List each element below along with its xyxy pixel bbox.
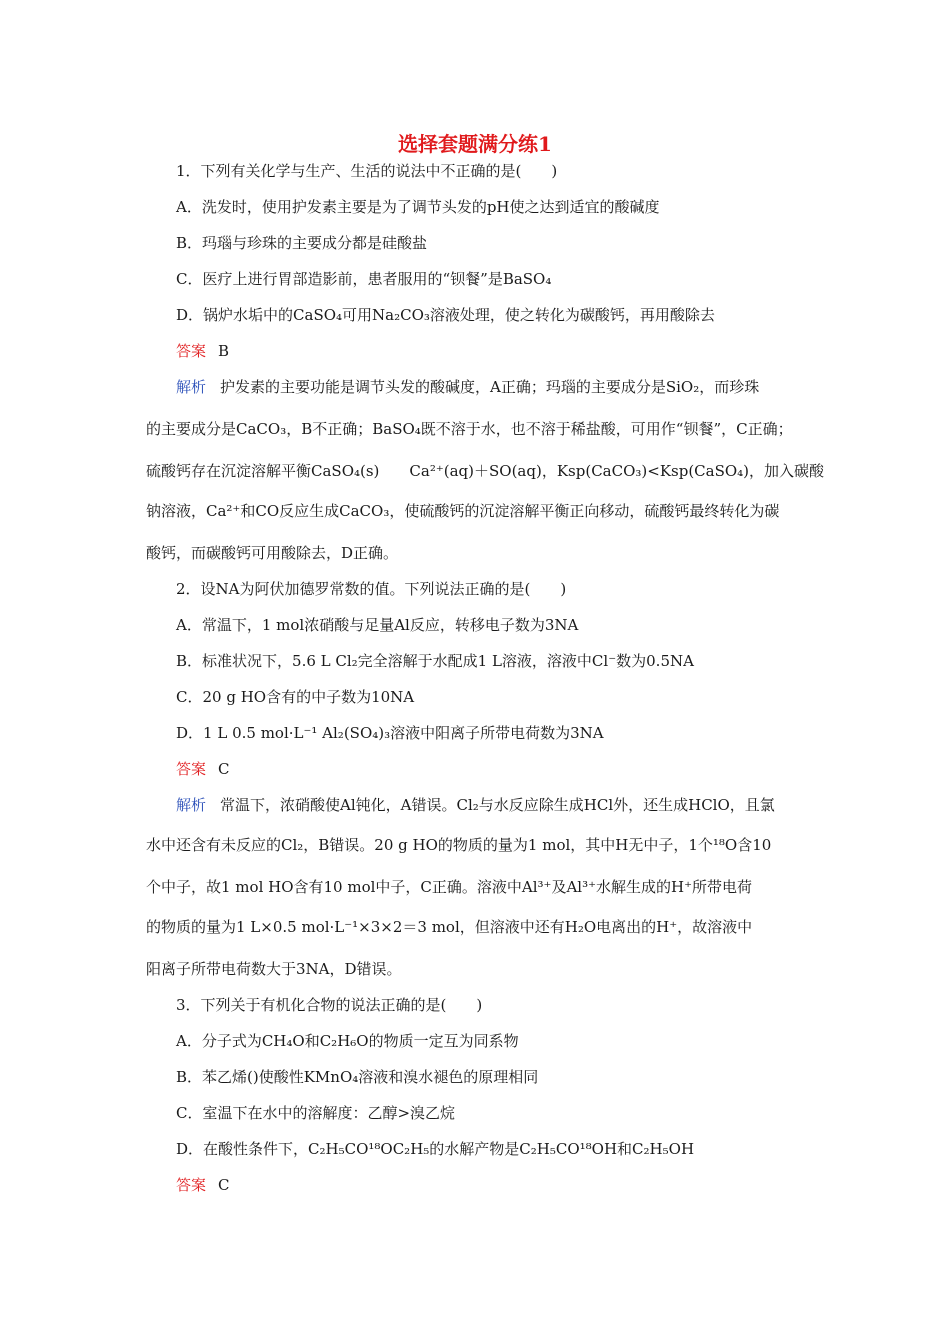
q3-option-d: D．在酸性条件下，C₂H₅CO¹⁸OC₂H₅的水解产物是C₂H₅CO¹⁸OH和C₂H₅OH — [176, 1140, 695, 1158]
answer-label: 答案 — [176, 342, 207, 360]
q3-option-b: B．苯乙烯()使酸性KMnO₄溶液和溴水褪色的原理相同 — [176, 1068, 539, 1086]
q1-analysis-line — [176, 376, 759, 397]
q3-stem: 3．下列关于有机化合物的说法正确的是( ) — [176, 996, 483, 1014]
q1-option-a: A．洗发时，使用护发素主要是为了调节头发的pH使之达到适宜的酸碱度 — [176, 198, 660, 216]
q1-option-d: D．锅炉水垢中的CaSO₄可用Na₂CO₃溶液处理，使之转化为碳酸钙，再用酸除去 — [176, 306, 715, 324]
q2-answer — [176, 758, 230, 779]
q2-analysis-line: 的物质的量为1 L×0.5 mol·L⁻¹×3×2＝3 mol，但溶液中还有H₂O电离出的H⁺，故溶液中 — [146, 918, 753, 936]
page-title: 选择套题满分练1 — [398, 132, 552, 156]
q1-answer — [176, 340, 229, 361]
q1-analysis-line: 酸钙，而碳酸钙可用酸除去，D正确。 — [146, 544, 399, 562]
answer-value: C — [218, 760, 230, 778]
q1-analysis-line: 钠溶液，Ca²⁺和CO反应生成CaCO₃，使硫酸钙的沉淀溶解平衡正向移动，硫酸钙最终转化为碳 — [146, 502, 780, 520]
analysis-label: 解析 — [176, 796, 207, 814]
q2-analysis-line — [176, 794, 775, 815]
q2-analysis-line: 个中子，故1 mol HO含有10 mol中子，C正确。溶液中Al³⁺及Al³⁺水解生成的H⁺所带电荷 — [146, 878, 753, 896]
q2-analysis-line: 水中还含有未反应的Cl₂，B错误。20 g HO的物质的量为1 mol，其中H无中子，1个¹⁸O含10 — [146, 836, 772, 854]
q3-option-c: C．室温下在水中的溶解度：乙醇>溴乙烷 — [176, 1104, 456, 1122]
answer-label: 答案 — [176, 1176, 207, 1194]
answer-label: 答案 — [176, 760, 207, 778]
q3-answer — [176, 1174, 230, 1195]
q1-stem: 1．下列有关化学与生产、生活的说法中不正确的是( ) — [176, 162, 558, 180]
q1-analysis-line: 的主要成分是CaCO₃，B不正确；BaSO₄既不溶于水，也不溶于稀盐酸，可用作“钡餐”，C正确； — [146, 420, 793, 438]
q1-option-b: B．玛瑙与珍珠的主要成分都是硅酸盐 — [176, 234, 428, 252]
q2-option-a: A．常温下，1 mol浓硝酸与足量Al反应，转移电子数为3NA — [176, 616, 579, 634]
q1-option-c: C．医疗上进行胃部造影前，患者服用的“钡餐”是BaSO₄ — [176, 270, 552, 288]
q2-analysis-line: 阳离子所带电荷数大于3NA，D错误。 — [146, 960, 402, 978]
answer-value: B — [218, 342, 230, 360]
analysis-label: 解析 — [176, 378, 207, 396]
q1-analysis-line: 硫酸钙存在沉淀溶解平衡CaSO₄(s) Ca²⁺(aq)＋SO(aq)，Ksp(CaCO₃)<Ksp(CaSO₄)，加入碳酸 — [146, 462, 825, 480]
analysis-text: 常温下，浓硝酸使Al钝化，A错误。Cl₂与水反应除生成HCl外，还生成HClO，且氯 — [220, 796, 775, 814]
q3-option-a: A．分子式为CH₄O和C₂H₆O的物质一定互为同系物 — [176, 1032, 519, 1050]
q2-option-b: B．标准状况下，5.6 L Cl₂完全溶解于水配成1 L溶液，溶液中Cl⁻数为0.5NA — [176, 652, 694, 670]
q2-option-d: D．1 L 0.5 mol·L⁻¹ Al₂(SO₄)₃溶液中阳离子所带电荷数为3NA — [176, 724, 604, 742]
analysis-text: 护发素的主要功能是调节头发的酸碱度，A正确；玛瑙的主要成分是SiO₂，而珍珠 — [220, 378, 760, 396]
q2-option-c: C．20 g HO含有的中子数为10NA — [176, 688, 415, 706]
answer-value: C — [218, 1176, 230, 1194]
q2-stem: 2．设NA为阿伏加德罗常数的值。下列说法正确的是( ) — [176, 580, 567, 598]
